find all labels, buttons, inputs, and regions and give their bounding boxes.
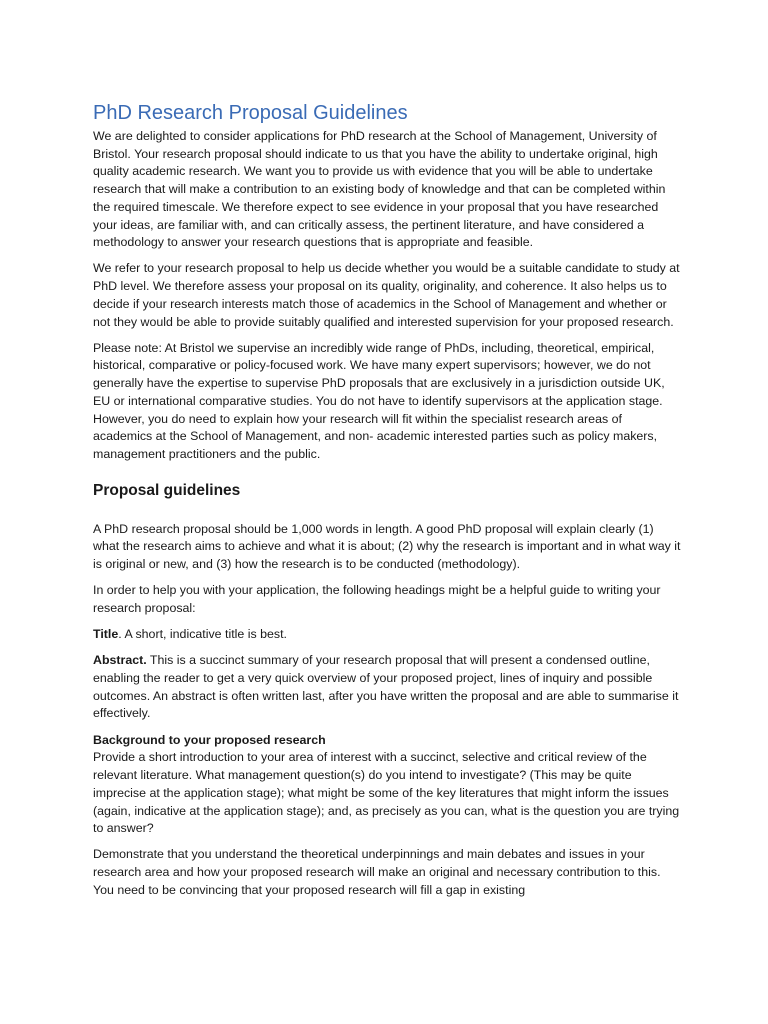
intro-paragraph-1: We are delighted to consider applications for PhD research at the School of Management, University of Bristol. Your research proposal should indicate to us that you have the ability to undertake original, high quality academic research. We want you to provide us with evidence that you will be able to undertake research that will make a contribution to an existing body of knowledge and that can be completed within the required timescale. We therefore expect to see evidence in your proposal that you have researched your ideas, are familiar with, and can critically assess, the pertinent literature, and have considered a methodology to answer your research questions that is appropriate and feasible.	[93, 129, 666, 250]
abstract-guideline-label: Abstract.	[93, 653, 147, 668]
title-guideline-text: . A short, indicative title is best.	[118, 627, 287, 642]
intro-paragraph-3: Please note: At Bristol we supervise an incredibly wide range of PhDs, including, theoretical, empirical, historical, comparative or policy-focused work. We have many expert supervisors; however, we do not generally have the expertise to supervise PhD proposals that are exclusively in a jurisdiction outside UK, EU or international comparative studies. You do not have to identify supervisors at the application stage. However, you do need to explain how your research will fit within the specialist research areas of academics at the School of Management, and non- academic interested parties such as policy makers, management practitioners and the public.	[93, 340, 665, 461]
title-guideline-label: Title	[93, 627, 119, 642]
proposal-paragraph-1: A PhD research proposal should be 1,000 words in length. A good PhD proposal will explain clearly (1) what the research aims to achieve and what it is about; (2) why the research is important and in what way it is original or new, and (3) how the research is to be conducted (methodology).	[93, 521, 681, 572]
background-guideline-text: Provide a short introduction to your area of interest with a succinct, selective and critical review of the relevant literature. What management question(s) do you intend to investigate? (This may be quite imprecise at the application stage); what might be some of the key literatures that might inform the issues (again, indicative at the application stage); and, as precisely as you can, what is the question you are trying to answer?	[93, 750, 680, 836]
background-guideline-label: Background to your proposed research	[93, 732, 326, 747]
final-paragraph: Demonstrate that you understand the theoretical underpinnings and main debates and issues in your research area and how your proposed research will make an original and necessary contribution to this. You need to be convincing that your proposed research will fill a gap in existing	[93, 847, 661, 897]
intro-paragraph-2: We refer to your research proposal to help us decide whether you would be a suitable candidate to study at PhD level. We therefore assess your proposal on its quality, originality, and coherence. It also helps us to decide if your research interests match those of academics in the School of Management and whether or not they would be able to provide suitably qualified and interested supervision for your proposed research.	[93, 261, 680, 329]
abstract-guideline	[93, 652, 681, 723]
document-title: PhD Research Proposal Guidelines	[93, 102, 408, 124]
background-guideline	[93, 732, 681, 838]
proposal-guidelines-heading: Proposal guidelines	[93, 481, 241, 499]
title-guideline	[93, 626, 681, 644]
proposal-paragraph-2: In order to help you with your application, the following headings might be a helpful guide to writing your research proposal:	[93, 583, 661, 615]
document-page	[93, 100, 681, 908]
abstract-guideline-text: This is a succinct summary of your research proposal that will present a condensed outline, enabling the reader to get a very quick overview of your proposed project, lines of inquiry and possible outcomes. An abstract is often written last, after you have written the proposal and are able to summarise it effectively.	[93, 653, 679, 721]
